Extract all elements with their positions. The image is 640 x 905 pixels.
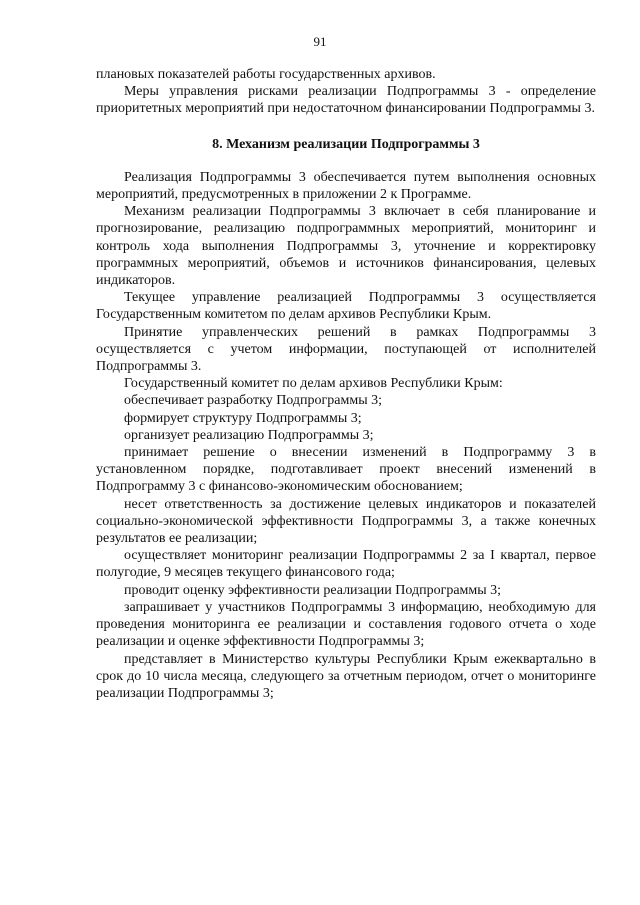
paragraph: Принятие управленческих решений в рамках Подпрограммы 3 осуществляется с учетом информации, поступающей от исполнителей Подпрограммы 3. (96, 324, 596, 375)
list-item: запрашивает у участников Подпрограммы 3 информацию, необходимую для проведения мониторинга ее реализации и составления годового отчета о ходе реализации и оценке эффективности Подпрограммы 3; (96, 599, 596, 650)
list-item: проводит оценку эффективности реализации Подпрограммы 3; (124, 582, 502, 598)
list-item: организует реализацию Подпрограммы 3; (124, 427, 374, 443)
list-item: формирует структуру Подпрограммы 3; (124, 410, 362, 426)
paragraph: Реализация Подпрограммы 3 обеспечивается путем выполнения основных мероприятий, предусмотренных в приложении 2 к Программе. (96, 169, 596, 203)
continuation-text: плановых показателей работы государственных архивов. (96, 67, 436, 82)
list-item: представляет в Министерство культуры Республики Крым ежеквартально в срок до 10 числа месяца, следующего за отчетным периодом, отчет о мониторинге реализации Подпрограммы 3; (96, 651, 596, 701)
risk-measures-paragraph: Меры управления рисками реализации Подпрограммы 3 - определение приоритетных мероприятий при недостаточном финансировании Подпрограммы 3. (96, 84, 596, 117)
list-item: принимает решение о внесении изменений в Подпрограмму 3 в установленном порядке, подготавливает проект внесений изменений в Подпрограмму 3 с финансово-экономическим обоснованием; (96, 445, 596, 495)
list-item: осуществляет мониторинг реализации Подпрограммы 2 за I квартал, первое полугодие, 9 месяцев текущего финансового года; (96, 548, 596, 581)
list-item: обеспечивает разработку Подпрограммы 3; (124, 393, 382, 409)
page-number: 91 (313, 34, 327, 49)
list-item: несет ответственность за достижение целевых индикаторов и показателей социально-экономической эффективности Подпрограммы 3, а также конечных результатов ее реализации; (96, 496, 596, 547)
paragraph: Механизм реализации Подпрограммы 3 включает в себя планирование и прогнозирование, реализацию подпрограммных мероприятий, мониторинг и контроль хода выполнения Подпрограммы 3, уточнение и корректировку программных мероприятий, объемов и источников финансирования, целевых индикаторов. (96, 204, 596, 289)
document-body (96, 66, 596, 702)
paragraph: Текущее управление реализацией Подпрограммы 3 осуществляется Государственным комитетом по делам архивов Республики Крым. (96, 290, 596, 323)
paragraph: Государственный комитет по делам архивов Республики Крым: (124, 376, 503, 392)
section-heading: 8. Механизм реализации Подпрограммы 3 (212, 136, 480, 152)
